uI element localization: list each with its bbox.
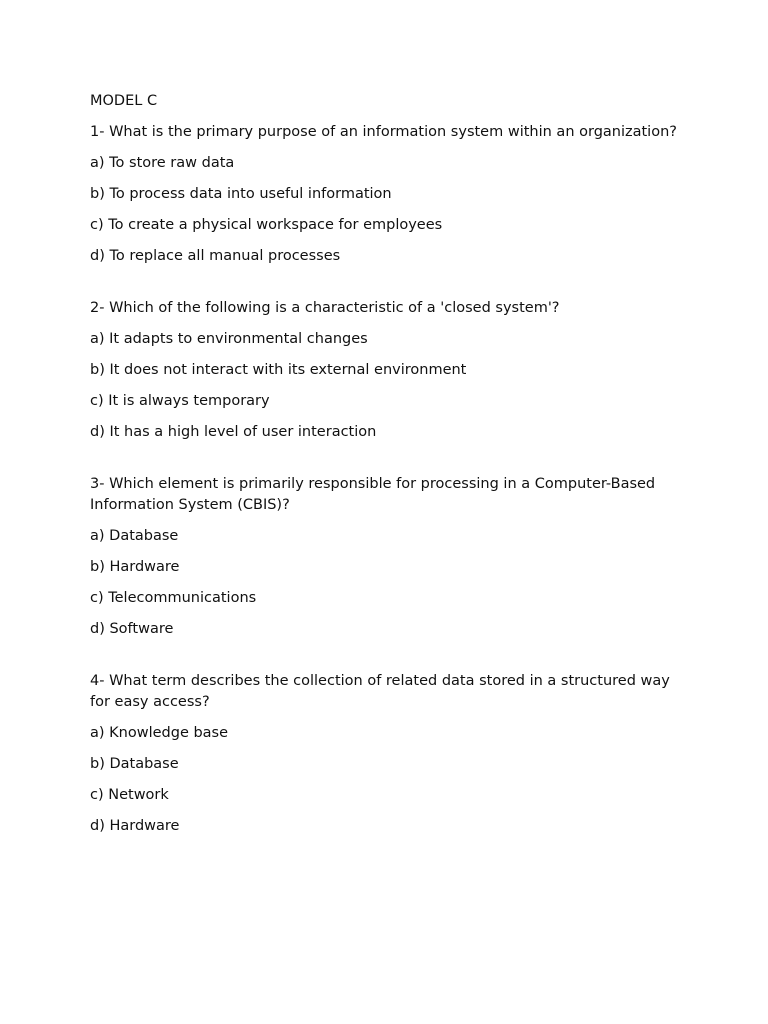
option-d: d) Software [90,621,174,637]
question-text: 2- Which of the following is a characteristic of a 'closed system'? [90,300,560,316]
option-c: c) Telecommunications [90,590,257,606]
option-d: d) It has a high level of user interaction [90,424,377,440]
question-text: 1- What is the primary purpose of an information system within an organization? [90,124,677,140]
option-a: a) To store raw data [90,155,235,171]
option-d: d) To replace all manual processes [90,248,341,264]
question-text: 4- What term describes the collection of related data stored in a structured way for easy access? [90,673,670,710]
question-2 [90,298,690,443]
option-a: a) Knowledge base [90,725,229,741]
option-c: c) To create a physical workspace for employees [90,217,443,233]
option-c: c) It is always temporary [90,393,270,409]
question-3 [90,474,690,640]
question-text: 3- Which element is primarily responsible for processing in a Computer-Based Information System (CBIS)? [90,476,656,513]
option-b: b) Database [90,756,179,772]
model-title: MODEL C [90,93,158,109]
option-b: b) It does not interact with its external environment [90,362,467,378]
option-b: b) Hardware [90,559,180,575]
option-c: c) Network [90,787,169,803]
question-1 [90,122,690,267]
question-4 [90,671,690,837]
option-a: a) It adapts to environmental changes [90,331,368,347]
option-b: b) To process data into useful information [90,186,392,202]
document-content [90,91,690,847]
option-d: d) Hardware [90,818,180,834]
option-a: a) Database [90,528,179,544]
